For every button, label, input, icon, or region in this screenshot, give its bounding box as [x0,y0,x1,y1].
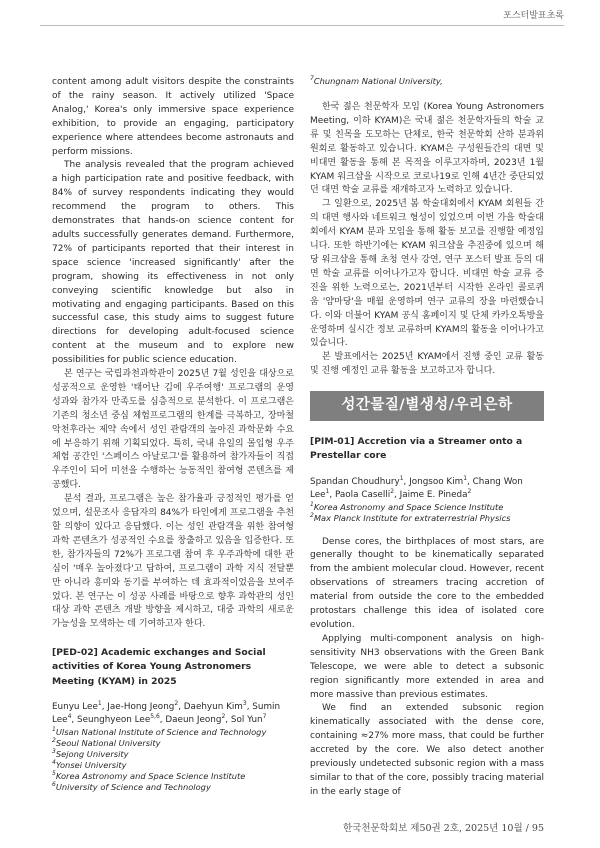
affiliation: $^6$University of Science and Technology [52,781,211,792]
author-name: Jae-Hong Jeong [107,701,175,712]
page-number: 95 [531,823,544,834]
abstract-paragraph: Applying multi-component analysis on high-sensitivity NH3 observations with the Green Bank Telescope, we were able to detect a subsonic region significantly more extended in area and more massive than previous estimates. [310,633,544,700]
article-title: [PIM-01] Accretion via a Streamer onto a Prestellar core [310,436,523,462]
author-name: Sol Yun [230,714,263,725]
abstract-paragraph-korean: 한국 젊은 천문학자 모임 (Korea Young Astronomers Meeting, 이하 KYAM)은 국내 젊은 천문학자들의 학술 교류 및 친목을 도모하는 단체로, 한국 천문학회 산하 분과위원회로 활동하고 있습니다. KYAM은 구성원들간의 대면 및 비대면 활동을 통해 본 목적을 이루고자하며, 2023년 1월 KYAM 워크샵을 시작으로 코로나19로 인해 4년간 중단되었던 대면 학술 교류를 재개하고자 노력하고 있습니다. [310,102,544,196]
author-name: Paola Caselli [335,489,391,500]
right-column [310,76,544,800]
affiliation: $^3$Sejong University [52,748,129,759]
left-column [52,76,294,793]
abstract-paragraph-korean: 본 발표에서는 2025년 KYAM에서 진행 중인 교류 활동 및 진행 예정인 교류 활동을 보고하고자 합니다. [310,352,544,377]
abstract-paragraph: Dense cores, the birthplaces of most stars, are generally thought to be kinematically separated from the ambient molecular cloud. However, recent observations of streamers tracing accretion of material from outside the core to the embedded protostars challenge this idea of isolated core evolution. [310,536,544,630]
journal-citation: 한국천문학회보 제50권 2호, 2025년 10월 [343,823,523,834]
abstract-paragraph-korean: 본 연구는 국립과천과학관이 2025년 7월 성인을 대상으로 성공적으로 운영한 '태어난 김에 우주여행' 프로그램의 운영 성과와 참가자 만족도를 심층적으로 분석한다. 이 프로그램은 기존의 청소년 중심 체험프로그램의 한계를 극복하고, 장마철 악천후라는 제약 속에서 성인 관람객의 높아진 과학문화 수요에 부응하기 위해 기획되었다. 특히, 국내 유일의 몰입형 우주 체험 공간인 '스페이스 아날로그'를 활용하여 참가자들이 직접 우주인이 되어 미션을 수행하는 능동적인 참여형 콘텐츠를 제공했다. [52,369,294,491]
affiliation: $^1$Korea Astronomy and Space Science Institute [310,500,504,512]
affiliation-list [52,727,294,793]
section-banner: 성간물질/별생성/우리은하 [310,391,544,421]
author-name: Daeun Jeong [165,714,222,725]
author-name: Seunghyeon Lee [77,714,151,725]
author-name: Sumin Lee [52,701,281,725]
affiliation: $^2$Max Planck Institute for extraterrestrial Physics [310,511,511,523]
affiliation: $^7$Chungnam National University, [310,75,443,86]
page-footer [343,820,544,834]
affiliation-list [310,502,544,524]
footer-separator: / [525,823,529,834]
affiliation: $^4$Yonsei University [52,759,127,770]
author-name: Eunyu Lee [52,701,98,712]
author-list: Spandan Choudhury$^1$, Jongsoo Kim$^1$, Chang Won Lee$^1$, Paola Caselli$^2$, Jaime E. Pineda$^2$ [310,474,523,500]
author-name: Jaime E. Pineda [399,489,468,500]
header-section-label: 포스터발표초록 [503,11,564,21]
abstract-paragraph: The analysis revealed that the program achieved a high participation rate and positive feedback, with 84% of survey respondents indicating they would recommend the program to others. This demonstrates that hands-on science content for adults successfully generates demand. Furthermore, 72% of participants reported that their interest in space science 'increased significantly' after the program, showing its effectiveness in not only conveying scientific knowledge but also in motivating and engaging participants. Based on this successful case, this study aims to suggest future directions for developing adult-focused science content at the museum and to explore new possibilities for public science education. [52,160,294,366]
author-list: Eunyu Lee$^1$, Jae-Hong Jeong$^2$, Daehyun Kim$^3$, Sumin Lee$^4$, Seunghyeon Lee$^{5,6}$, Daeun Jeong$^2$, Sol Yun$^7$ [52,699,281,725]
author-name: Chang Won Lee [310,476,523,500]
author-name: Jongsoo Kim [409,476,464,487]
author-name: Spandan Choudhury [310,476,400,487]
affiliation: $^5$Korea Astronomy and Space Science Institute [52,770,246,781]
abstract-paragraph-korean: 분석 결과, 프로그램은 높은 참가율과 긍정적인 평가를 얻었으며, 설문조사 응답자의 84%가 타인에게 프로그램을 추천할 의향이 있다고 응답했다. 이는 성인 관람객을 위한 참여형 과학 콘텐츠가 성공적인 수요를 창출하고 있음을 입증한다. 또한, 참가자들의 72%가 프로그램 참여 후 우주과학에 대한 관심이 '매우 높아졌다'고 답하여, 프로그램이 과학 지식 전달뿐만 아니라 흥미와 동기를 부여하는 데 효과적이었음을 보여주었다. 본 연구는 이 성공 사례를 바탕으로 향후 과학관의 성인 대상 과학 콘텐츠 개발 방향을 제시하고, 대중 과학의 새로운 가능성을 모색하는 데 기여하고자 한다. [52,494,294,630]
abstract-paragraph: content among adult visitors despite the constraints of the rainy season. It actively utilized 'Space Analog,' Korea's only immersive space experience exhibition, to provide an engaging, participatory experience where attendees become astronauts and perform missions. [52,77,294,157]
author-name: Daehyun Kim [183,701,243,712]
article-title: [PED-02] Academic exchanges and Social activities of Korea Young Astronomers Meeting (KYAM) in 2025 [52,647,266,687]
header-divider [40,25,564,26]
affiliation: $^1$Ulsan National Institute of Science and Technology [52,726,267,737]
affiliation: $^2$Seoul National University [52,737,161,748]
abstract-paragraph: We find an extended subsonic region kinematically associated with the dense core, containing ≈27% more mass, that could be further accreted by the core. We also detect another previously undetected subsonic region with a mass similar to that of the core, possibly tracing material in the early stage of [310,703,544,797]
abstract-paragraph-korean: 그 일환으로, 2025년 봄 학술대회에서 KYAM 회원들 간의 대면 행사와 네트워크 형성이 있었으며 이번 가을 학술대회에서 KYAM 분과 모임을 통해 활동 보고를 진행할 예정입니다. 또한 하반기에는 KYAM 워크샵을 추진중에 있으며 해당 워크샵을 통해 초청 연사 강연, 연구 포스터 발표 등의 대면 학술 교류를 이어나가고자 합니다. 비대면 학술 교류 증진을 위한 노력으로는, 2021년부터 시작한 온라인 콜로퀴움 '얌마당'을 매월 운영하며 연구 교류의 장을 마련했습니다. 이와 더불어 KYAM 공식 홈페이지 및 단체 카카오톡방을 운영하며 실시간 정보 교류하며 KYAM의 활동을 이어나가고 있습니다. [310,199,544,349]
